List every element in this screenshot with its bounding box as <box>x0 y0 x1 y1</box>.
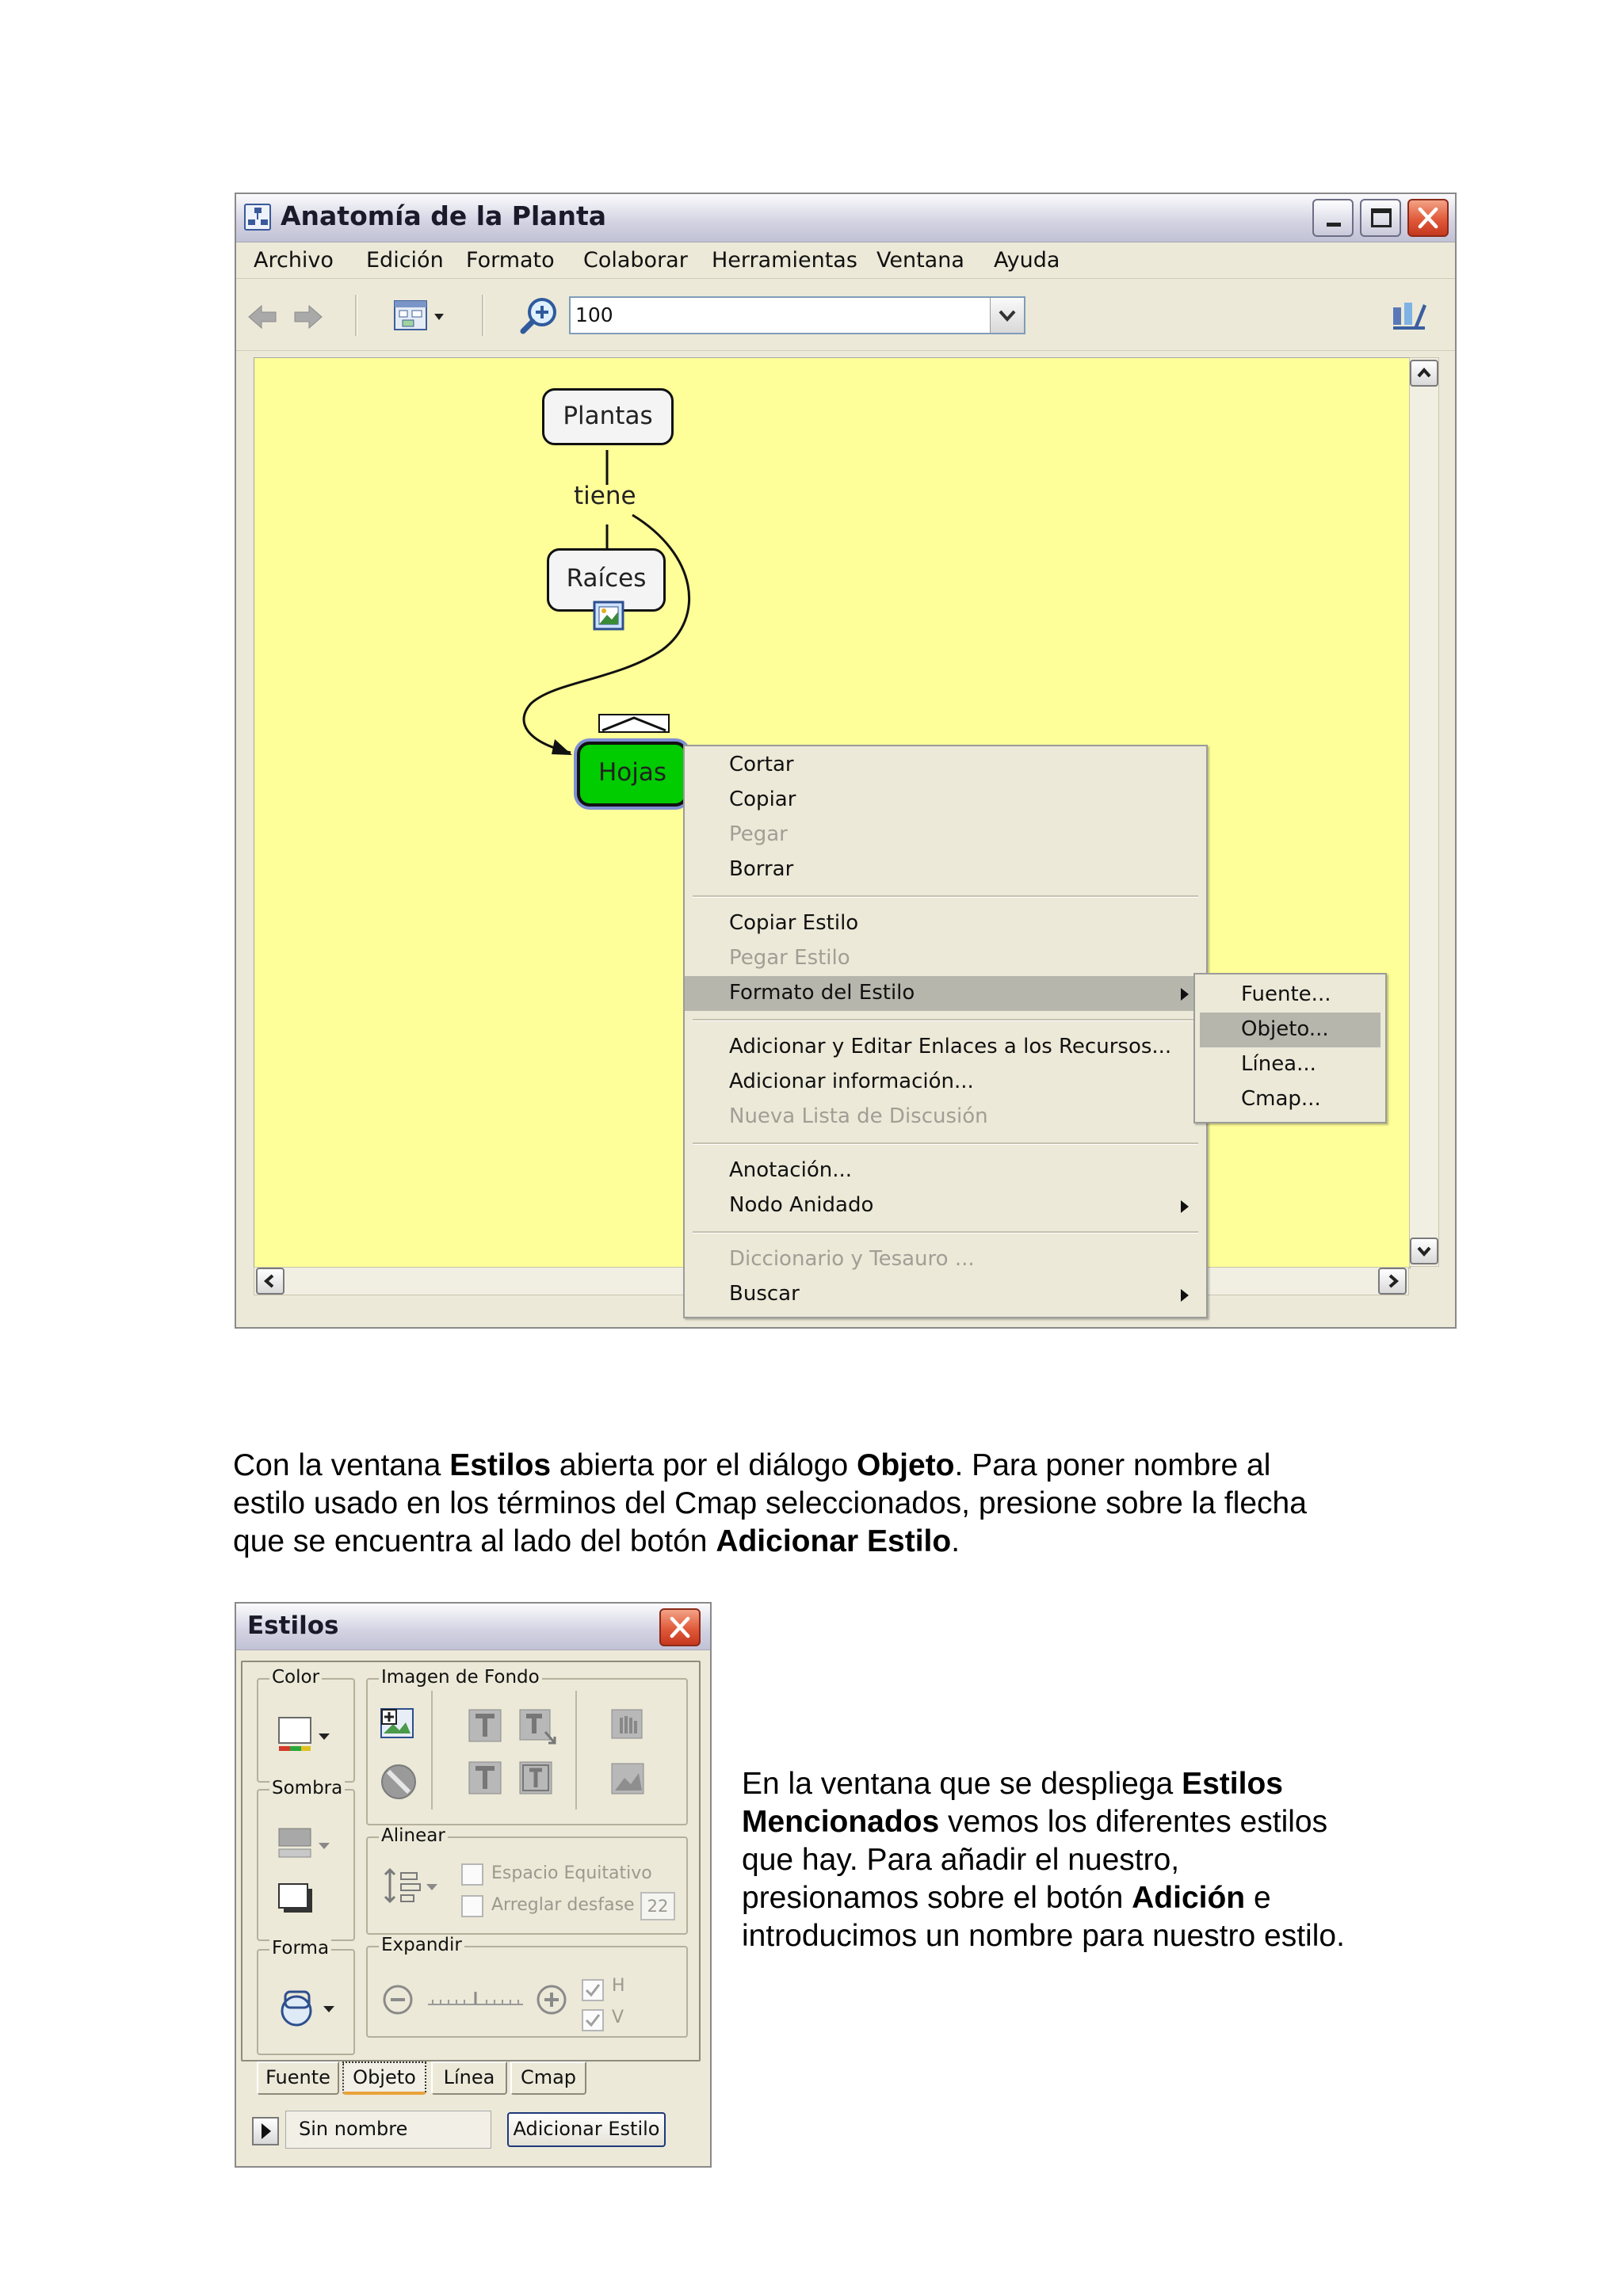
add-background-image-icon[interactable] <box>379 1707 415 1740</box>
title-bar[interactable] <box>236 194 1455 242</box>
tab-objeto[interactable]: Objeto <box>342 2061 426 2095</box>
close-icon <box>661 1610 699 1645</box>
play-arrow-icon <box>254 2119 277 2144</box>
concept-node-hojas[interactable]: Hojas <box>577 742 688 807</box>
toolbar <box>236 279 1455 351</box>
menu-edicion[interactable]: Edición <box>366 248 444 273</box>
close-icon <box>1409 200 1447 235</box>
group-divider <box>431 1691 433 1810</box>
chevron-down-icon <box>991 298 1024 333</box>
concept-node-raices[interactable]: Raíces <box>547 548 666 612</box>
check-icon <box>583 2011 602 2030</box>
menu-separator <box>693 1231 1198 1234</box>
menu-item-anotacion[interactable]: Anotación... <box>729 1158 852 1182</box>
link-label-tiene[interactable]: tiene <box>574 482 636 510</box>
zoom-value: 100 <box>575 303 613 326</box>
tab-fuente[interactable]: Fuente <box>257 2061 339 2095</box>
tab-linea[interactable]: Línea <box>431 2061 507 2095</box>
expandir-group-label: Expandir <box>379 1935 464 1955</box>
tab-cmap[interactable]: Cmap <box>510 2061 586 2095</box>
desfase-value-field: 22 <box>640 1892 675 1920</box>
scroll-left-button[interactable] <box>256 1268 285 1295</box>
menu-colaborar[interactable]: Colaborar <box>583 248 688 273</box>
menu-item-formato-del-estilo[interactable]: Formato del Estilo <box>685 976 1206 1011</box>
expand-h-label: H <box>612 1976 625 1996</box>
remove-background-icon[interactable] <box>379 1762 418 1802</box>
toolbar-separator <box>482 295 484 336</box>
chevron-left-icon <box>258 1269 283 1293</box>
style-name-field[interactable]: Sin nombre <box>285 2111 491 2149</box>
menu-item-diccionario-tesauro: Diccionario y Tesauro ... <box>729 1247 975 1271</box>
window-title: Anatomía de la Planta <box>281 200 607 231</box>
estilos-close-button[interactable] <box>659 1608 701 1646</box>
menu-ayuda[interactable]: Ayuda <box>994 248 1060 273</box>
expand-styles-button[interactable] <box>252 2117 279 2145</box>
instruction-paragraph-2: En la ventana que se despliega Estilos Mencionados vemos los diferentes estilos que hay. Para añadir el nuestro, presionamos sobre el botón Adición e introducimos un nombre para nuestro estilo. <box>742 1767 1345 1953</box>
menu-item-cortar[interactable]: Cortar <box>729 753 794 776</box>
submenu-item-objeto[interactable]: Objeto... <box>1200 1013 1381 1047</box>
scroll-right-button[interactable] <box>1378 1268 1407 1295</box>
shrink-icon <box>380 1982 415 2017</box>
shadow-color-icon[interactable] <box>276 1825 336 1867</box>
maximize-button[interactable] <box>1360 199 1401 237</box>
menu-item-pegar: Pegar <box>729 822 788 846</box>
back-arrow-icon[interactable] <box>247 303 279 331</box>
cmap-app-icon <box>244 204 271 231</box>
scroll-down-button[interactable] <box>1410 1238 1438 1264</box>
expand-h-checkbox <box>582 1979 604 2001</box>
vertical-scrollbar[interactable] <box>1409 357 1439 1267</box>
menu-separator <box>693 1019 1198 1021</box>
menu-item-copiar-estilo[interactable]: Copiar Estilo <box>729 911 859 935</box>
format-style-submenu <box>1193 973 1387 1123</box>
scroll-up-button[interactable] <box>1410 360 1438 387</box>
maximize-icon <box>1371 208 1392 227</box>
submenu-arrow-icon <box>1181 1289 1189 1302</box>
submenu-item-fuente[interactable]: Fuente... <box>1241 982 1331 1006</box>
sombra-group-label: Sombra <box>269 1778 345 1798</box>
instruction-paragraph-1: Con la ventana Estilos abierta por el diálogo Objeto. Para poner nombre al estilo usado en los términos del Cmap seleccionados, presione sobre la flecha que se encuentra al lado del botón Adicionar Estilo. <box>233 1448 1307 1558</box>
chevron-up-icon <box>1411 361 1437 385</box>
minimize-icon <box>1327 223 1341 227</box>
expand-v-checkbox <box>582 2009 604 2031</box>
toolbar-separator <box>355 295 357 336</box>
menu-item-buscar[interactable]: Buscar <box>685 1277 1206 1312</box>
espacio-equitativo-checkbox <box>461 1863 483 1886</box>
shadow-toggle-icon[interactable] <box>276 1881 315 1917</box>
zoom-in-icon[interactable] <box>518 295 561 336</box>
alinear-group-label: Alinear <box>379 1825 448 1846</box>
chevron-down-icon <box>1411 1239 1437 1263</box>
minimize-button[interactable] <box>1312 199 1354 237</box>
zoom-dropdown-button[interactable] <box>990 298 1024 333</box>
image-resource-icon[interactable] <box>593 601 624 631</box>
forma-group-label: Forma <box>269 1938 331 1958</box>
imagen-fondo-group-label: Imagen de Fondo <box>379 1667 542 1688</box>
image-stretch-icon <box>518 1760 553 1795</box>
zoom-combo[interactable] <box>569 296 1025 334</box>
menu-item-pegar-estilo: Pegar Estilo <box>729 946 850 970</box>
menu-herramientas[interactable]: Herramientas <box>712 248 857 273</box>
menu-item-copiar[interactable]: Copiar <box>729 788 796 811</box>
expand-v-label: V <box>612 2008 624 2027</box>
fill-color-icon[interactable] <box>276 1714 336 1759</box>
image-tile-icon <box>468 1760 502 1795</box>
adicionar-estilo-button[interactable]: Adicionar Estilo <box>507 2112 666 2147</box>
concept-node-plantas[interactable]: Plantas <box>542 388 674 445</box>
estilos-title-bar[interactable] <box>236 1604 710 1650</box>
chevron-right-icon <box>1380 1269 1405 1293</box>
submenu-item-cmap[interactable]: Cmap... <box>1241 1087 1321 1111</box>
image-position-icon <box>468 1708 502 1743</box>
menu-item-nueva-lista-discusion: Nueva Lista de Discusión <box>729 1104 988 1128</box>
close-button[interactable] <box>1407 199 1449 237</box>
image-move-icon <box>609 1707 648 1745</box>
menu-item-adicionar-enlaces[interactable]: Adicionar y Editar Enlaces a los Recursos... <box>729 1035 1172 1058</box>
menu-bar <box>236 243 1455 279</box>
menu-ventana[interactable]: Ventana <box>876 248 964 273</box>
image-fit-icon <box>609 1760 648 1797</box>
submenu-arrow-icon <box>1181 988 1189 1001</box>
arreglar-desfase-checkbox <box>461 1895 483 1917</box>
estilos-title: Estilos <box>247 1611 339 1640</box>
menu-formato[interactable]: Formato <box>466 248 555 273</box>
menu-separator <box>693 895 1198 898</box>
menu-separator <box>693 1142 1198 1145</box>
menu-archivo[interactable]: Archivo <box>254 248 334 273</box>
imagen-fondo-group <box>366 1678 688 1825</box>
espacio-equitativo-label: Espacio Equitativo <box>491 1863 652 1883</box>
menu-item-adicionar-informacion[interactable]: Adicionar información... <box>729 1070 974 1093</box>
group-divider <box>575 1691 577 1810</box>
expand-icon <box>534 1982 569 2017</box>
context-menu <box>683 745 1208 1318</box>
forward-arrow-icon[interactable] <box>292 303 323 331</box>
submenu-item-linea[interactable]: Línea... <box>1241 1052 1316 1076</box>
menu-item-borrar[interactable]: Borrar <box>729 857 794 881</box>
check-icon <box>583 1981 602 2000</box>
arreglar-desfase-label: Arreglar desfase <box>491 1895 635 1915</box>
color-group-label: Color <box>269 1667 322 1688</box>
align-icon[interactable] <box>382 1867 445 1906</box>
shape-icon[interactable] <box>277 1987 341 2030</box>
submenu-arrow-icon <box>1181 1200 1189 1213</box>
image-scale-icon <box>518 1708 558 1746</box>
cmap-tools-icon[interactable] <box>1390 298 1430 334</box>
view-options-icon[interactable] <box>391 298 452 334</box>
expand-slider <box>426 1987 525 2012</box>
estilos-window <box>235 1602 712 2168</box>
menu-item-nodo-anidado[interactable]: Nodo Anidado <box>685 1188 1206 1223</box>
